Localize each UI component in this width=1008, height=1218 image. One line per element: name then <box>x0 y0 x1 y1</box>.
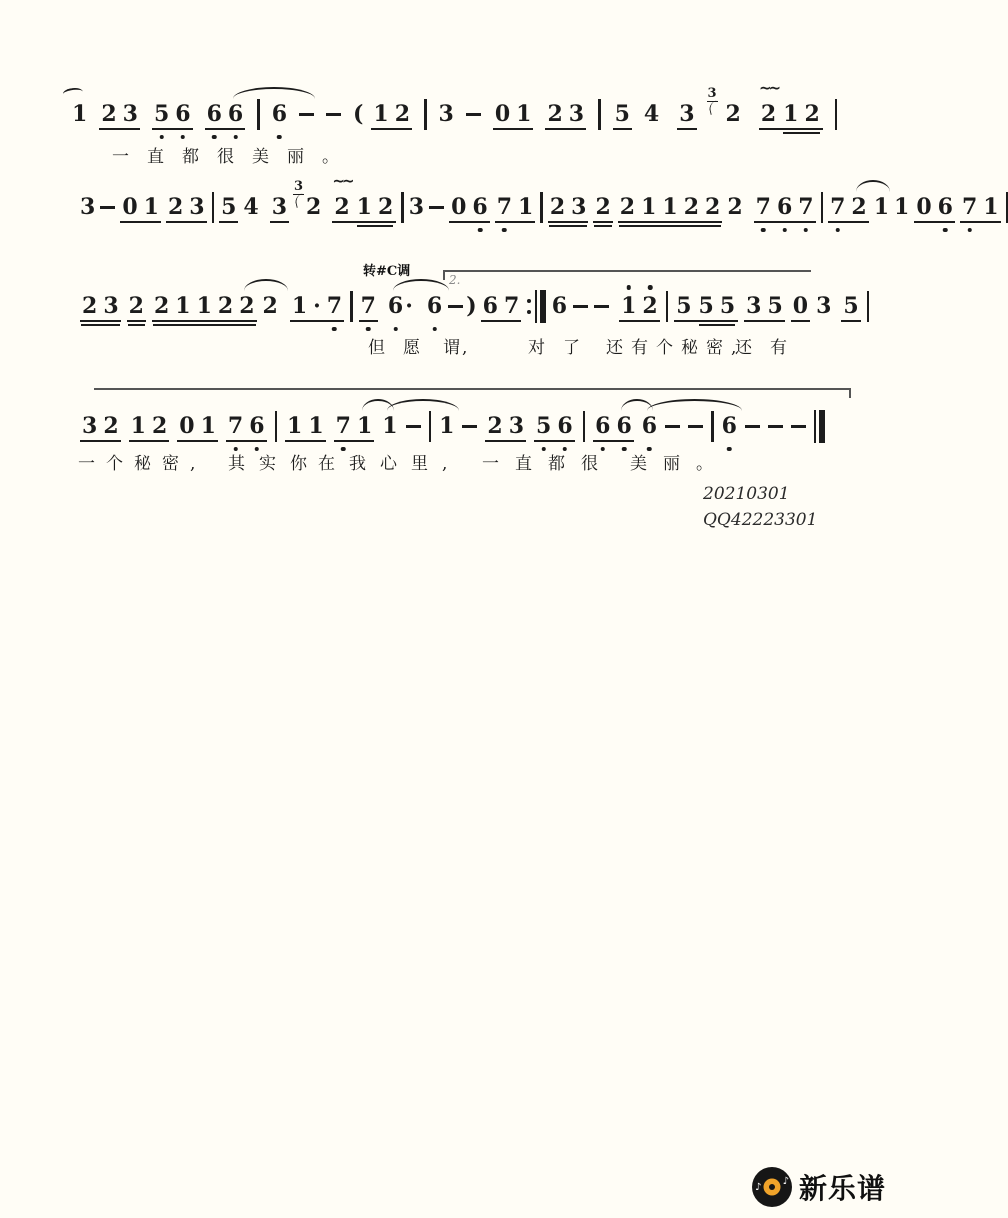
note: 3 <box>122 101 138 127</box>
note: 2 <box>804 101 820 127</box>
note-beam-group <box>545 100 586 130</box>
note: 5 <box>767 293 783 319</box>
note: 0 <box>494 101 511 127</box>
sustain-dash <box>745 425 760 428</box>
credit-date: 20210301 <box>703 484 790 504</box>
note-beam-group <box>828 193 869 223</box>
sustain-dash <box>429 206 444 209</box>
tie-arc <box>244 279 288 292</box>
note: 6 <box>616 412 631 440</box>
note: · <box>405 293 413 319</box>
note: 2 ~~ <box>332 172 352 220</box>
credit-qq: QQ42223301 <box>703 510 818 530</box>
note: 6 <box>427 292 442 320</box>
key-change-label: 转#C调 <box>363 264 411 279</box>
final-barline <box>814 411 825 441</box>
sustain-dash <box>299 113 314 116</box>
note-beam-group <box>782 100 821 128</box>
volta-bracket-tick <box>443 271 445 280</box>
note-beam-group <box>619 292 660 322</box>
tie-arc <box>362 399 394 412</box>
note-beam-group <box>166 193 207 223</box>
lyric-run: 一直都很美丽。 <box>112 147 357 167</box>
note-beam-group <box>754 193 816 223</box>
note: 1 <box>175 293 191 319</box>
note: 5 <box>719 293 736 319</box>
low-octave-dot <box>943 228 948 233</box>
note-beam-group <box>205 100 246 130</box>
note-beam-group <box>120 193 161 223</box>
note: 1 <box>196 293 212 319</box>
note: 6 <box>228 100 243 128</box>
lyric-run: 还有个秘密, <box>606 338 745 358</box>
note: 0 <box>916 194 932 220</box>
low-octave-dot <box>332 327 337 332</box>
sustain-dash <box>688 425 703 428</box>
note: 2 <box>547 101 563 127</box>
note-beam-group <box>290 292 344 322</box>
note: 0 <box>122 194 138 220</box>
low-octave-dot <box>159 135 164 140</box>
note: 5 <box>843 293 859 319</box>
low-octave-dot <box>782 228 787 233</box>
note: 0 <box>179 413 195 439</box>
note-beam-group <box>613 100 632 130</box>
note: 3 <box>438 101 454 127</box>
barline <box>401 192 404 223</box>
barline <box>835 99 838 130</box>
low-octave-dot <box>478 228 483 233</box>
volta-2-bracket <box>443 270 811 287</box>
notation-line-2 <box>80 172 1008 223</box>
note: 1 <box>200 413 216 439</box>
high-octave-dot <box>626 285 631 290</box>
note-beam-group <box>449 193 490 223</box>
note: 5 <box>536 412 551 440</box>
note: 6 <box>777 193 792 221</box>
note-beam-group <box>674 292 738 322</box>
lyric-run: 一直都很 <box>482 454 614 474</box>
note: 6 <box>175 100 190 128</box>
low-octave-dot <box>502 228 507 233</box>
low-octave-dot <box>432 327 437 332</box>
barline <box>821 192 824 223</box>
note: 5 <box>154 100 169 128</box>
lyrics-line-4 <box>0 449 888 475</box>
tie-arc <box>621 399 653 412</box>
note: 1 <box>641 194 657 220</box>
note-beam-group <box>548 193 589 223</box>
repeat-end-barline <box>527 291 546 321</box>
note-beam-group <box>152 292 257 322</box>
barline <box>583 411 586 442</box>
barline <box>257 99 260 130</box>
note: 1 <box>143 194 159 220</box>
mordent-ornament: ~~ <box>332 172 352 190</box>
note-beam-group <box>481 292 522 322</box>
note: 1 <box>357 412 372 440</box>
note: 7 <box>962 193 977 221</box>
lyric-run: 但愿 <box>368 338 438 358</box>
note: 7 <box>228 412 243 440</box>
vinyl-record-icon <box>752 1167 792 1207</box>
note: 1 <box>72 100 87 128</box>
note: 6 <box>249 412 264 440</box>
note: 5 <box>614 101 630 127</box>
note-beam-group <box>841 292 860 322</box>
note: 2 <box>619 194 636 220</box>
note: 1 <box>287 413 303 439</box>
note: 2 <box>103 413 119 439</box>
logo-brand-text: 新乐谱 <box>799 1172 887 1205</box>
note-beam-group <box>493 100 534 130</box>
note: 0 <box>792 293 809 319</box>
note-beam-group <box>80 292 121 322</box>
note: 7 <box>497 193 512 221</box>
tie-arc <box>387 399 459 412</box>
note: 5 <box>221 194 237 220</box>
note: 4 <box>643 101 660 127</box>
note: 1 <box>291 293 308 319</box>
note: 1 <box>783 101 799 127</box>
note-beam-group <box>593 412 634 442</box>
note: 6 <box>472 193 487 221</box>
barline <box>867 291 870 322</box>
sustain-dash <box>791 425 806 428</box>
note-beam-group <box>127 292 146 322</box>
grace-note <box>705 86 720 128</box>
sustain-dash <box>594 305 609 308</box>
note: 2 <box>683 194 699 220</box>
low-octave-dot <box>835 228 840 233</box>
note-beam-group <box>226 412 267 442</box>
grace-note-digit: 3 <box>294 179 304 194</box>
note-beam-group <box>677 100 696 130</box>
volta-2-label: 2. <box>449 273 461 287</box>
note: 1 <box>983 194 999 220</box>
note-beam-group <box>152 100 193 130</box>
note-beam-group <box>285 412 326 442</box>
thin-bar <box>814 410 817 443</box>
lyric-run: 还有 <box>735 338 805 358</box>
lyric-run: 其实你 <box>228 454 321 474</box>
barline <box>429 411 432 442</box>
note-beam-group <box>618 193 723 223</box>
note: 2 <box>128 293 144 319</box>
note: 1 <box>518 194 534 220</box>
barline <box>212 192 215 223</box>
note: 2 <box>549 194 566 220</box>
mordent-ornament: ~~ <box>758 79 779 97</box>
note-beam-group <box>219 193 238 223</box>
site-logo <box>752 1167 886 1207</box>
grace-note-digit: 3 <box>707 86 717 101</box>
note: 2 <box>262 293 278 319</box>
note-beam-group <box>359 292 378 322</box>
note: 3 <box>189 194 205 220</box>
low-octave-dot <box>181 135 186 140</box>
note-beam-group <box>698 292 737 320</box>
note: 2 <box>306 194 322 220</box>
note: 6 <box>551 293 568 319</box>
note: 2 <box>217 293 234 319</box>
note: 2 <box>851 193 866 221</box>
music-note-icon: ♪ <box>755 1182 762 1193</box>
notation-line-3 <box>80 292 869 322</box>
note-beam-group <box>593 193 612 223</box>
note: 2 <box>705 194 721 220</box>
note: 6 <box>272 100 287 128</box>
note: 1 <box>516 101 532 127</box>
note: 7 <box>830 193 845 221</box>
tie-arc-incoming <box>62 86 83 99</box>
note-beam-group <box>791 292 810 322</box>
note: 2 <box>725 101 741 127</box>
note: 3 <box>271 194 287 220</box>
barline <box>666 291 669 322</box>
note: 3 <box>82 413 98 439</box>
note: 1 <box>621 292 636 320</box>
sustain-dash <box>406 425 421 428</box>
note-beam-group <box>332 172 396 223</box>
note: 3 <box>80 194 96 220</box>
note: 1 <box>662 194 678 220</box>
repeat-dots <box>527 299 531 314</box>
note: 7 <box>756 193 771 221</box>
note: 3 <box>508 413 524 439</box>
volta-bracket-tick <box>849 389 851 398</box>
lyrics-line-3 <box>0 333 888 359</box>
note: 2 <box>727 194 743 220</box>
notation-line-4 <box>80 412 825 442</box>
high-octave-dot <box>648 285 653 290</box>
note: 3 <box>103 293 119 319</box>
note-beam-group <box>744 292 785 322</box>
barline <box>350 291 353 322</box>
note-beam-group <box>534 412 575 442</box>
note: · <box>313 293 321 319</box>
note: 6 <box>595 412 610 440</box>
lyric-run: 对了 <box>528 338 598 358</box>
barline <box>275 411 278 442</box>
note: 3 <box>816 293 832 319</box>
note: 1 <box>894 194 910 220</box>
thick-bar <box>540 290 546 323</box>
note: 1 <box>382 412 397 440</box>
music-note-icon: ♪ <box>782 1176 789 1187</box>
note: 7 <box>336 412 351 440</box>
note-beam-group <box>80 412 121 442</box>
low-octave-dot <box>804 228 809 233</box>
grace-slur <box>294 193 307 208</box>
note: ( <box>353 101 364 127</box>
note: 1 <box>308 413 324 439</box>
note: 6 <box>722 412 737 440</box>
note: 7 <box>361 292 376 320</box>
sustain-dash <box>462 425 477 428</box>
note: 2 <box>151 413 168 439</box>
low-octave-dot <box>212 135 217 140</box>
sustain-dash <box>768 425 783 428</box>
grace-slur <box>707 100 720 115</box>
note: 3 <box>571 194 587 220</box>
low-octave-dot <box>967 228 972 233</box>
note: 3 <box>679 101 695 127</box>
note: 5 <box>676 293 692 319</box>
thick-bar <box>819 410 825 443</box>
note: 6 <box>642 412 657 440</box>
note: 2 <box>101 101 117 127</box>
note: 2 <box>394 101 411 127</box>
tie-arc <box>856 180 890 193</box>
note-beam-group <box>177 412 218 442</box>
note: 4 <box>243 194 259 220</box>
lyric-run: 谓, <box>443 338 470 358</box>
note: 2 <box>595 194 611 220</box>
note: 1 <box>356 194 372 220</box>
note-beam-group <box>758 79 823 130</box>
note-beam-group <box>334 412 375 442</box>
note-beam-group <box>495 193 536 223</box>
note: 7 <box>503 293 520 319</box>
note: 7 <box>327 292 342 320</box>
low-octave-dot <box>761 228 766 233</box>
low-octave-dot <box>233 135 238 140</box>
lyric-run: 在我心里, <box>318 454 462 474</box>
note: 7 <box>798 193 813 221</box>
note: 1 <box>130 413 146 439</box>
notation-line-1 <box>72 79 837 130</box>
note: 6 <box>482 293 498 319</box>
note: 2 <box>153 293 170 319</box>
note: 1 <box>439 413 455 439</box>
thin-bar <box>535 290 538 323</box>
note: 3 <box>568 101 585 127</box>
note: 3 <box>746 293 762 319</box>
barline <box>540 192 543 223</box>
sustain-dash <box>448 305 463 308</box>
credits-block <box>703 481 817 533</box>
note: ) <box>466 293 477 319</box>
low-octave-dot <box>393 327 398 332</box>
lyric-run: 一个秘密, <box>78 454 207 474</box>
note: 2 ~~ <box>758 79 779 127</box>
lyrics-line-1 <box>0 142 888 168</box>
tie-arc <box>647 399 742 412</box>
note: 2 <box>487 413 503 439</box>
barline <box>424 99 427 130</box>
sustain-dash <box>326 113 341 116</box>
note-beam-group <box>356 193 395 221</box>
note-beam-group <box>129 412 170 442</box>
note: 3 <box>408 194 425 220</box>
note: 6 <box>207 100 222 128</box>
note-beam-group <box>270 193 289 223</box>
low-octave-dot <box>366 327 371 332</box>
note: 2 <box>167 194 184 220</box>
note-beam-group <box>371 100 412 130</box>
barline <box>711 411 714 442</box>
tie-arc <box>393 279 449 292</box>
tie-arc <box>233 87 315 100</box>
note: 2 <box>377 194 394 220</box>
sustain-dash <box>665 425 680 428</box>
note-beam-group <box>960 193 1001 223</box>
lyric-run: 美丽。 <box>630 454 729 474</box>
note: 2 <box>82 293 98 319</box>
sustain-dash <box>466 113 481 116</box>
note: 6 <box>938 193 953 221</box>
note: 0 <box>451 194 467 220</box>
note: 6 <box>388 292 403 320</box>
note: 5 <box>698 293 714 319</box>
note-beam-group <box>485 412 526 442</box>
note: 2 <box>239 292 254 320</box>
note-beam-group <box>99 100 140 130</box>
note-beam-group <box>914 193 955 223</box>
low-octave-dot <box>277 135 282 140</box>
note: 1 <box>373 101 389 127</box>
grace-note <box>291 179 306 221</box>
sustain-dash <box>100 206 115 209</box>
note: 1 <box>873 194 889 220</box>
barline <box>598 99 601 130</box>
volta-2-bracket-continuation <box>94 388 851 390</box>
note: 6 <box>557 412 572 440</box>
note: 2 <box>642 292 657 320</box>
sustain-dash <box>573 305 588 308</box>
